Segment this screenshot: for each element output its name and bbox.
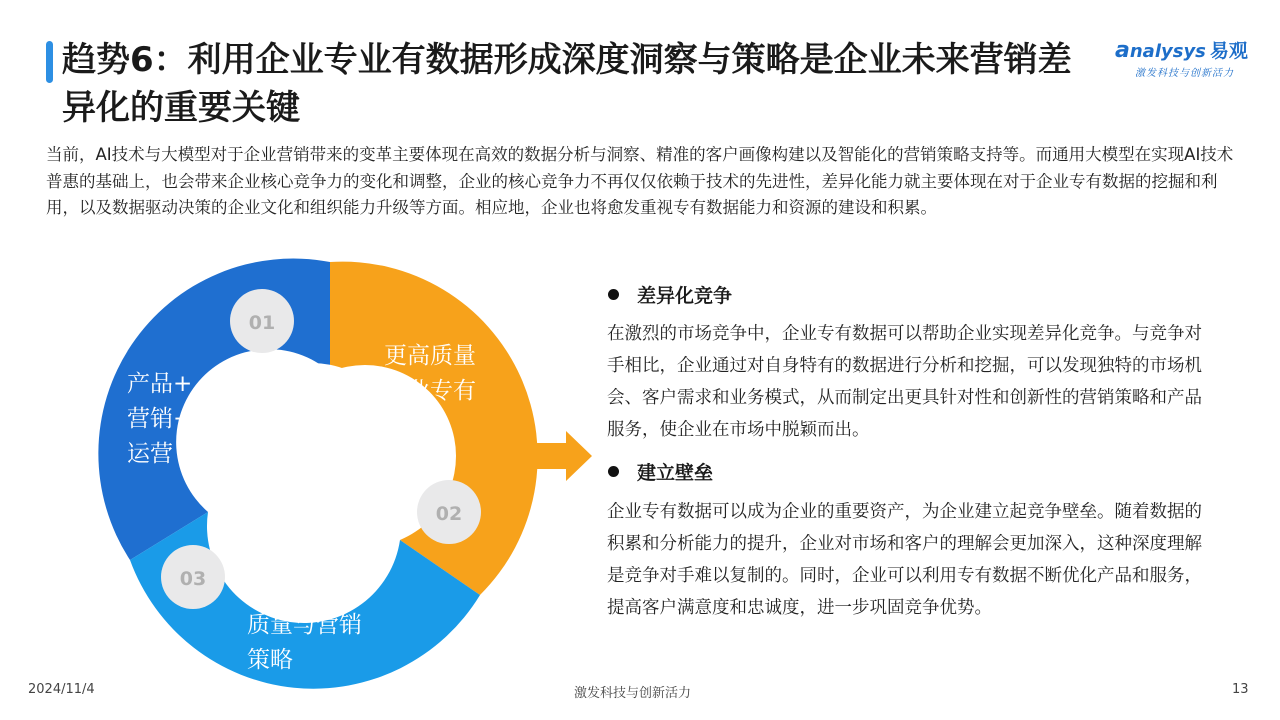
cycle-label-02-line1: 更高质量 <box>384 343 476 369</box>
cycle-number-03: 03 <box>179 568 207 590</box>
point-body-1: 在激烈的市场竞争中，企业专有数据可以帮助企业实现差异化竞争。与竞争对手相比，企业通过对自身特有的数据进行分析和挖掘，可以发现独特的市场机会、客户需求和业务模式，从而制定出更具针对性和创新性的营销策略和产品服务，使企业在市场中脱颖而出。 <box>607 324 1202 440</box>
logo-tagline: 激发科技与创新活力 <box>1135 68 1234 79</box>
cycle-number-02: 02 <box>435 503 463 525</box>
bullet-dot-icon <box>608 289 619 300</box>
point-heading-1-text: 差异化竞争 <box>637 285 733 307</box>
point-heading-2-text: 建立壁垒 <box>637 462 714 484</box>
bullet-dot-icon <box>608 466 619 477</box>
page-title: 趋势6：利用企业专业有数据形成深度洞察与策略是企业未来营销差异化的重要关键 <box>62 40 1072 128</box>
logo-wordmark: analysys 易观 <box>1115 38 1248 63</box>
cycle-label-03-line1: 更好的模型 <box>247 577 362 603</box>
cycle-label-02-line3: 数据 <box>384 413 430 439</box>
intro-paragraph: 当前，AI技术与大模型对于企业营销带来的变革主要体现在高效的数据分析与洞察、精准的客户画像构建以及智能化的营销策略支持等。而通用大模型在实现AI技术普惠的基础上，也会带来企业核心竞争力的变化和调整，企业的核心竞争力不再仅仅依赖于技术的先进性，差异化能力就主要体现在对于企业专有数据的挖掘和利用，以及数据驱动决策的企业文化和组织能力升级等方面。相应地，企业也将愈发重视专有数据能力和资源的建设和积累。 <box>46 145 1234 217</box>
cycle-label-03-line2: 质量与营销 <box>247 612 362 638</box>
logo-cn: 易观 <box>1209 40 1248 62</box>
footer-tagline: 激发科技与创新活力 <box>574 686 692 701</box>
cycle-center <box>220 363 404 547</box>
arrow-right-icon <box>530 431 592 481</box>
point-heading-1 <box>608 281 732 308</box>
point-body-2: 企业专有数据可以成为企业的重要资产，为企业建立起竞争壁垒。随着数据的积累和分析能力的提升，企业对市场和客户的理解会更加深入，这种深度理解是竞争对手难以复制的。同时，企业可以利用专有数据不断优化产品和服务，提高客户满意度和忠诚度，进一步巩固竞争优势。 <box>607 502 1202 618</box>
logo-text: nalysys <box>1129 41 1206 62</box>
cycle-label-02-line2: 企业专有 <box>384 378 476 404</box>
cycle-label-01-line2: 营销+ <box>127 406 193 432</box>
point-heading-2 <box>608 458 713 485</box>
cycle-number-01: 01 <box>248 312 276 334</box>
cycle-label-03-line3: 策略 <box>247 647 293 673</box>
footer-page-number: 13 <box>1232 682 1249 697</box>
cycle-label-01-line3: 运营 <box>127 441 173 467</box>
cycle-label-01-line1: 产品+ <box>127 371 193 397</box>
footer-date: 2024/11/4 <box>28 682 95 697</box>
